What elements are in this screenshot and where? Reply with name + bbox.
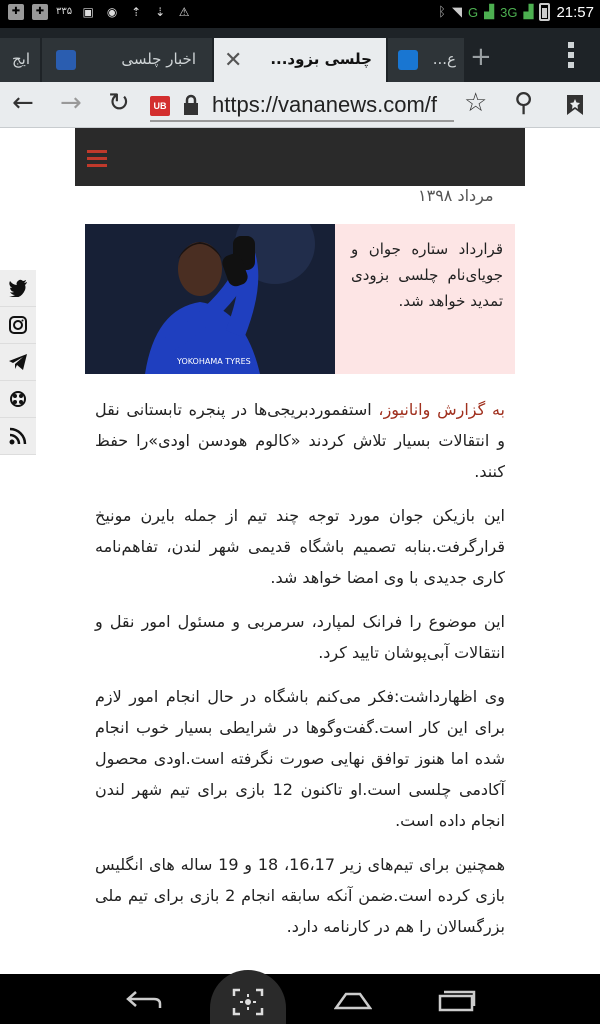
source-link[interactable]: به گزارش وانانیوز، [378, 400, 505, 419]
url-field[interactable] [150, 88, 454, 122]
app-notification-icon: ✚ [32, 4, 48, 20]
telegram-icon[interactable] [0, 344, 36, 381]
network-type: 3G [500, 4, 518, 20]
nav-home-icon[interactable] [334, 990, 372, 1010]
tab-item[interactable] [0, 38, 40, 82]
site-favicon-icon [56, 50, 76, 70]
new-tab-icon[interactable]: + [470, 42, 492, 72]
signal-icon: ▟ [484, 4, 495, 20]
bookmark-icon[interactable] [566, 94, 584, 116]
tab-active[interactable] [214, 38, 386, 82]
status-indicators [438, 3, 594, 21]
wifi-icon: ◥ [451, 4, 462, 20]
back-icon[interactable]: ← [12, 88, 34, 118]
clock: 21:57 [556, 3, 594, 21]
reload-icon[interactable]: ↻ [108, 88, 130, 118]
article-paragraph: وی اظهارداشت:فکر می‌کنم باشگاه در حال انجام امور لازم برای این کار است.گفت‌وگوها در شرایطی بسیار خوب انجام شده اما هنوز توافق نهایی صورت نگرفته است.اودی محصول آکادمی چلسی است.او تاکنون 12 بازی برای تیم شهر لندن انجام داده است. [95, 687, 505, 830]
article-body [95, 394, 505, 955]
player-photo [85, 224, 335, 374]
screenshot-icon [232, 988, 264, 1016]
nav-recents-icon[interactable] [438, 988, 476, 1012]
image-icon: ▣ [82, 5, 94, 19]
hamburger-menu-icon[interactable] [87, 150, 107, 171]
article-paragraph [95, 394, 505, 487]
forward-icon[interactable]: → [60, 88, 82, 118]
close-icon[interactable]: ✕ [224, 48, 243, 73]
web-content[interactable] [0, 128, 600, 974]
system-navigation-bar [0, 974, 600, 1024]
lock-icon [182, 94, 200, 116]
notification-text: ۳۳۵ [56, 6, 73, 17]
nav-back-icon[interactable] [126, 990, 162, 1010]
menu-icon[interactable] [568, 42, 574, 72]
social-share-bar [0, 270, 36, 455]
article-excerpt [85, 224, 515, 374]
star-icon[interactable]: ☆ [464, 88, 488, 118]
tab-item[interactable] [388, 38, 464, 82]
article-image [85, 224, 335, 374]
screenshot-button[interactable] [210, 970, 286, 1024]
site-header [75, 128, 525, 186]
article-date: مرداد ۱۳۹۸ [418, 186, 494, 205]
search-icon[interactable]: ⚲ [514, 88, 534, 118]
article-paragraph: این موضوع را فرانک لمپارد، سرمربی و مسئول امور نقل و انتقالات آبی‌پوشان تایید کرد. [95, 612, 505, 662]
battery-icon [539, 3, 550, 21]
sponsor-text: YOKOHAMA TYRES [177, 357, 251, 366]
tab-item[interactable] [42, 38, 212, 82]
rss-icon[interactable] [0, 418, 36, 455]
paragraph-text: استفموردبریجی‌ها در پنجره تابستانی نقل و انتقالات بسیار تلاش کردند «کالوم هودسن اودی»را حفظ کنند. [95, 400, 505, 481]
site-favicon-icon [398, 50, 418, 70]
ublock-badge[interactable]: UB [150, 96, 170, 116]
tab-label: ع... [432, 50, 456, 68]
download-icon: ⇣ [155, 5, 166, 19]
address-bar [0, 82, 600, 128]
upload-icon: ⇡ [131, 5, 142, 19]
warning-icon: ⚠ [178, 5, 190, 19]
signal-icon: ▟ [523, 4, 534, 20]
tab-label: چلسی بزود... [270, 50, 372, 68]
notification-icons [8, 4, 192, 20]
twitter-icon[interactable] [0, 270, 36, 307]
url-text: https://vananews.com/f [212, 92, 437, 117]
tab-bar [0, 28, 600, 82]
tab-label: ایج [11, 50, 30, 68]
article-paragraph: این بازیکن جوان مورد توجه چند تیم از جمله بایرن مونیخ قرارگرفت.بنابه تصمیم باشگاه قدیمی شهر لندن، تفاهم‌نامه کاری جدیدی با وی امضا خواهد شد. [95, 506, 505, 587]
status-bar [0, 0, 600, 28]
aparat-icon[interactable] [0, 381, 36, 418]
sync-icon: ◉ [106, 5, 118, 19]
excerpt-text[interactable]: قرارداد ستاره جوان و جویای‌نام چلسی بزودی تمدید خواهد شد. [351, 240, 503, 310]
article-paragraph: همچنین برای تیم‌های زیر 16،17، 18 و 19 ساله های انگلیس بازی کرده است.ضمن آنکه سابقه انجام 2 بازی برای تیم ملی بزرگسالان را هم در کارنامه دارد. [95, 855, 506, 936]
bluetooth-icon: ᛒ [438, 4, 446, 20]
app-notification-icon: ✚ [8, 4, 24, 20]
tab-label: اخبار چلسی [121, 50, 196, 68]
instagram-icon[interactable] [0, 307, 36, 344]
carrier-letter: G [467, 4, 479, 20]
